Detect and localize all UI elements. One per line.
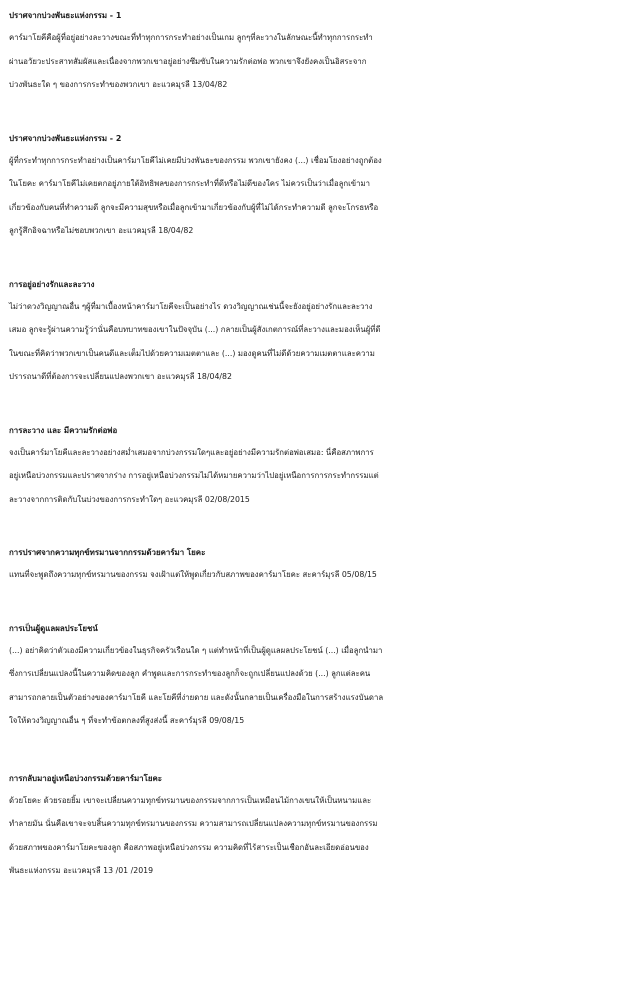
- body-line: ผ่านอวัยวะประสาทสัมผัสและเนื่องจากพวกเขาอยู่อย่างซึมซับในความรักต่อพ่อ พวกเขาจึงยังคงเป็นอิสระจาก: [9, 56, 367, 66]
- body-line: เสมอ ลูกจะรู้ผ่านความรู้ว่านั่นคือบทบาทของเขาในปัจจุบัน (...) กลายเป็นผู้สังเกตการณ์ที่ละวางและมองเห็นผู้ที่ดี: [9, 325, 381, 334]
- body-line: ผู้ที่กระทำทุกการกระทำอย่างเป็นคาร์มาโยคีไม่เคยมีบ่วงพันธะของกรรม พวกเขายังคง (...) เชื่อมโยงอย่างถูกต้อง: [9, 155, 382, 165]
- body-line: ในโยคะ คาร์มาโยคีไม่เคยตกอยู่ภายใต้อิทธิพลของการกระทำที่ดีหรือไม่ดีของใคร ไม่ควรเป็นว่าเมื่อลูกเข้ามา: [9, 179, 371, 188]
- section-body: [9, 789, 612, 883]
- section-4: [9, 421, 612, 512]
- section-title: การปราศจากความทุกข์ทรมานจากกรรมด้วยคาร์มา โยคะ: [9, 548, 206, 557]
- section-body: [9, 563, 612, 587]
- section-body: [9, 295, 612, 389]
- body-line: ปรารถนาดีที่ต้องการจะเปลี่ยนแปลงพวกเขา อะแวคมุรลี 18/04/82: [9, 372, 232, 381]
- body-line: บ่วงพันธะใด ๆ ของการกระทำของพวกเขา อะแวคมุรลี 13/04/82: [9, 80, 228, 89]
- body-line: (...) อย่าคิดว่าตัวเองมีความเกี่ยวข้องในธุรกิจครัวเรือนใด ๆ แต่ทำหน้าที่เป็นผู้ดูแลผลประโยชน์ (...) เมื่อลูกนำมา: [9, 645, 383, 655]
- body-line: คาร์มาโยคีคือผู้ที่อยู่อย่างละวางขณะที่ทำทุกการกระทำอย่างเป็นเกม ลูกๆที่ละวางในลักษณะนี้ทำทุกการกระทำ: [9, 33, 373, 42]
- body-line: ลูกรู้สึกอิจฉาหรือไม่ชอบพวกเขา อะแวคมุรลี 18/04/82: [9, 226, 194, 235]
- section-1: [9, 6, 612, 97]
- section-body: [9, 639, 612, 733]
- body-line: ทำลายมัน นั่นคือเขาจะจบสิ้นความทุกข์ทรมานของกรรม ความสามารถเปลี่ยนแปลงความทุกข์ทรมานของกรรม: [9, 819, 378, 828]
- section-title: การเป็นผู้ดูแลผลประโยชน์: [9, 623, 98, 633]
- section-7: [9, 769, 612, 883]
- body-line: ด้วยโยคะ ด้วยรอยยิ้ม เขาจะเปลี่ยนความทุกข์ทรมานของกรรมจากการเป็นเหมือนไม้กางเขนให้เป็นหนามและ: [9, 795, 372, 805]
- section-title: การอยู่อย่างรักและละวาง: [9, 279, 95, 289]
- body-line: พันธะแห่งกรรม อะแวคมุรลี 13 /01 /2019: [9, 866, 154, 875]
- body-line: ไม่ว่าดวงวิญญาณอื่น ๆผู้ที่มาเบื้องหน้าคาร์มาโยคีจะเป็นอย่างไร ดวงวิญญาณเช่นนี้จะยังอยู่อย่างรักและละวาง: [9, 301, 373, 311]
- body-line: เกี่ยวข้องกับคนที่ทำความดี ลูกจะมีความสุขหรือเมื่อลูกเข้ามาเกี่ยวข้องกับผู้ที่ไม่ได้กระทำความดี ลูกจะโกรธหรือ: [9, 202, 379, 212]
- section-body: [9, 26, 612, 97]
- section-6: [9, 619, 612, 733]
- body-line: แทนที่จะพูดถึงความทุกข์ทรมานของกรรม จงเฝ้าแต่ให้พูดเกี่ยวกับสภาพของคาร์มาโยคะ สะคาร์มุรลี 05/08/15: [9, 570, 377, 579]
- body-line: สามารถกลายเป็นตัวอย่างของคาร์มาโยคี และโยคีที่ง่ายดาย และดังนั้นกลายเป็นเครื่องมือในการสร้างแรงบันดาล: [9, 692, 384, 702]
- body-line: จงเป็นคาร์มาโยคีและละวางอย่างสม่ำเสมอจากบ่วงกรรมใดๆและอยู่อย่างมีความรักต่อพ่อเสมอ: นี่คือสภาพการ: [9, 447, 374, 457]
- body-line: ด้วยสภาพของคาร์มาโยคะของลูก คือสภาพอยู่เหนือบ่วงกรรม ความคิดที่ไร้สาระเป็นเชือกอันละเอียดอ่อนของ: [9, 842, 369, 852]
- section-body: [9, 441, 612, 512]
- section-2: [9, 129, 612, 243]
- body-line: ในขณะที่คิดว่าพวกเขาเป็นคนดีและเต็มไปด้วยความเมตตาและ (...) มองดูคนที่ไม่ดีด้วยความเมตตาและความ: [9, 348, 375, 358]
- section-title: ปราศจากบ่วงพันธะแห่งกรรม - 2: [9, 133, 122, 143]
- section-title: การละวาง และ มีความรักต่อพ่อ: [9, 425, 118, 435]
- section-body: [9, 149, 612, 243]
- body-line: ละวางจากการติดกับในบ่วงของการกระทำใดๆ อะแวคมุรลี 02/08/2015: [9, 494, 250, 504]
- section-5: [9, 543, 612, 587]
- body-line: อยู่เหนือบ่วงกรรมและปราศจากร่าง การอยู่เหนือบ่วงกรรมไม่ได้หมายความว่าไปอยู่เหนือการการกระทำกรรมแต่: [9, 471, 379, 480]
- body-line: ซึ่งการเปลี่ยนแปลงนี้ในความคิดของลูก คำพูดและการกระทำของลูกก็จะถูกเปลี่ยนแปลงด้วย (...) ลูกแต่ละคน: [9, 669, 371, 678]
- section-title: การกลับมาอยู่เหนือบ่วงกรรมด้วยคาร์มาโยคะ: [9, 773, 162, 783]
- body-line: ใจให้ดวงวิญญาณอื่น ๆ ที่จะทำข้อตกลงที่สูงส่งนี้ สะคาร์มุรลี 09/08/15: [9, 716, 245, 725]
- section-title: ปราศจากบ่วงพันธะแห่งกรรม - 1: [9, 11, 122, 20]
- section-3: [9, 275, 612, 389]
